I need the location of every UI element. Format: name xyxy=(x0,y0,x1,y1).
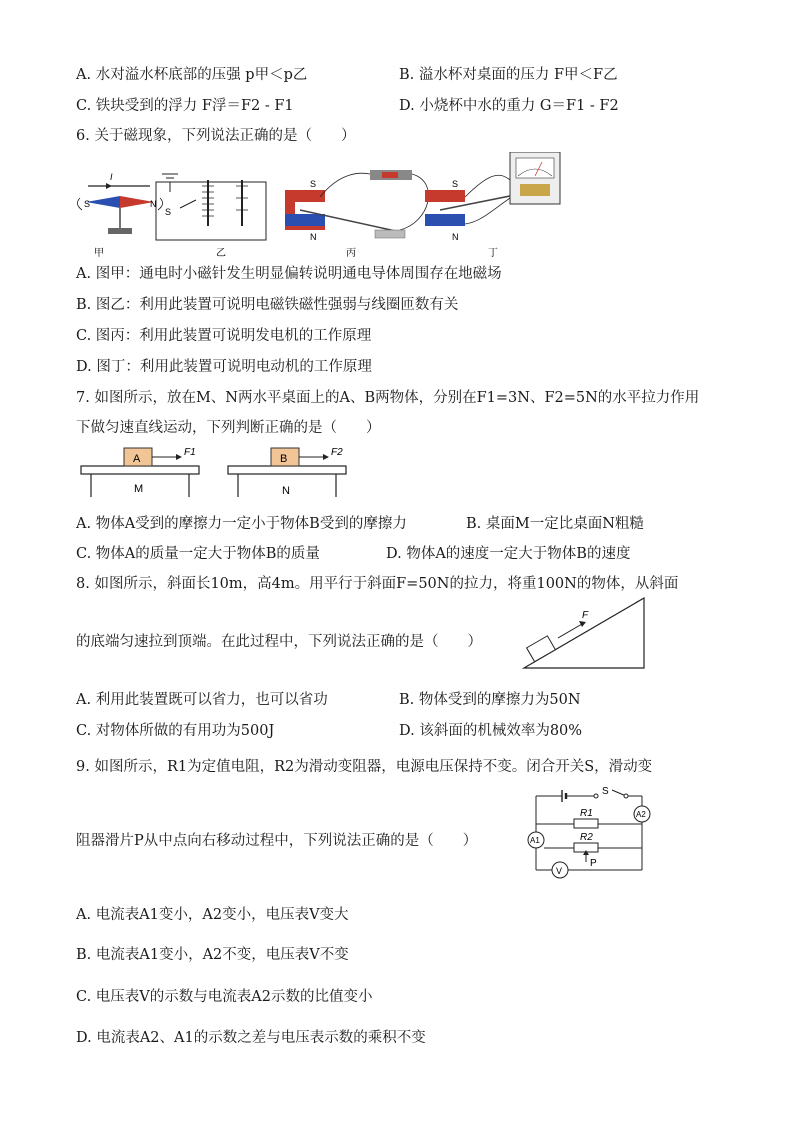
figure-label-jia: 甲 xyxy=(94,248,104,259)
slider-p-label: P xyxy=(590,858,597,869)
block-b-label: B xyxy=(280,453,288,465)
figure-label-ding: 丁 xyxy=(488,248,498,259)
q5-option-c: C. 铁块受到的浮力 F浮＝F2 - F1 xyxy=(76,98,294,114)
q9-option-d: D. 电流表A2、A1的示数之差与电压表示数的乘积不变 xyxy=(76,1030,426,1046)
force-f1-label: F1 xyxy=(184,447,196,458)
figure-yi xyxy=(156,174,266,240)
svg-text:I: I xyxy=(110,172,113,182)
q8-stem-line2: 的底端匀速拉到顶端。在此过程中，下列说法正确的是（ ） xyxy=(76,634,482,650)
figure-label-yi: 乙 xyxy=(216,248,226,259)
voltmeter-v-label: V xyxy=(556,866,563,876)
q8-option-a: A. 利用此装置既可以省力，也可以省功 xyxy=(76,692,328,708)
q9-stem-line1: 9. 如图所示，R1为定值电阻，R2为滑动变阻器，电源电压保持不变。闭合开关S，滑动变 xyxy=(76,759,653,775)
q7-option-b: B. 桌面M一定比桌面N粗糙 xyxy=(466,516,644,532)
svg-text:N: N xyxy=(150,199,157,209)
force-f2-label: F2 xyxy=(331,447,343,458)
svg-text:S: S xyxy=(452,179,459,189)
block-a-label: A xyxy=(133,453,141,465)
q9-circuit-figure xyxy=(522,786,662,886)
ammeter-a1-label: A1 xyxy=(530,836,540,845)
q9-stem-line2: 阻器滑片P从中点向右移动过程中，下列说法正确的是（ ） xyxy=(76,833,478,849)
ammeter-a2-label: A2 xyxy=(636,810,646,819)
figure-jia xyxy=(77,172,162,234)
q7-stem-line1: 7. 如图所示，放在M、N两水平桌面上的A、B两物体，分别在F1=3N、F2=5N的水平拉力作用 xyxy=(76,390,700,406)
q7-figure xyxy=(76,442,376,502)
svg-text:N: N xyxy=(452,232,459,242)
q9-option-c: C. 电压表V的示数与电流表A2示数的比值变小 xyxy=(76,989,373,1005)
q6-option-c: C. 图丙：利用此装置可说明发电机的工作原理 xyxy=(76,328,372,344)
q6-option-a: A. 图甲：通电时小磁针发生明显偏转说明通电导体周围存在地磁场 xyxy=(76,266,502,282)
q7-option-d: D. 物体A的速度一定大于物体B的速度 xyxy=(386,546,631,562)
q8-option-d: D. 该斜面的机械效率为80% xyxy=(399,723,583,739)
q5-option-b: B. 溢水杯对桌面的压力 F甲＜F乙 xyxy=(399,67,618,83)
svg-text:S: S xyxy=(84,199,91,209)
q8-option-b: B. 物体受到的摩擦力为50N xyxy=(399,692,581,708)
q8-stem-line1: 8. 如图所示，斜面长10m，高4m。用平行于斜面F=50N的拉力，将重100N的物体，从斜面 xyxy=(76,576,679,592)
table-n-label: N xyxy=(282,485,290,497)
force-f-label: F xyxy=(582,610,589,621)
r1-label: R1 xyxy=(580,808,593,819)
figure-label-bing: 丙 xyxy=(346,248,356,259)
svg-text:S: S xyxy=(310,179,317,189)
q9-option-a: A. 电流表A1变小，A2变小，电压表V变大 xyxy=(76,907,349,923)
q6-option-d: D. 图丁：利用此装置可说明电动机的工作原理 xyxy=(76,359,372,375)
figure-bing xyxy=(285,170,429,242)
q9-option-b: B. 电流表A1变小，A2不变，电压表V不变 xyxy=(76,947,349,963)
q8-incline-figure xyxy=(520,594,650,672)
r2-label: R2 xyxy=(580,832,593,843)
q7-option-c: C. 物体A的质量一定大于物体B的质量 xyxy=(76,546,320,562)
q6-stem: 6. 关于磁现象，下列说法正确的是（ ） xyxy=(76,128,356,144)
q7-option-a: A. 物体A受到的摩擦力一定小于物体B受到的摩擦力 xyxy=(76,516,407,532)
figure-ding xyxy=(425,152,560,242)
q5-option-a: A. 水对溢水杯底部的压强 p甲＜p乙 xyxy=(76,67,308,83)
svg-text:N: N xyxy=(310,232,317,242)
q7-stem-line2: 下做匀速直线运动，下列判断正确的是（ ） xyxy=(76,420,381,436)
switch-s-label: S xyxy=(602,786,609,797)
q6-option-b: B. 图乙：利用此装置可说明电磁铁磁性强弱与线圈匝数有关 xyxy=(76,297,459,313)
q8-option-c: C. 对物体所做的有用功为500J xyxy=(76,723,275,739)
q5-option-d: D. 小烧杯中水的重力 G＝F1 - F2 xyxy=(399,98,619,114)
q6-figures xyxy=(70,152,730,262)
svg-text:S: S xyxy=(165,207,172,217)
table-m-label: M xyxy=(134,483,144,495)
